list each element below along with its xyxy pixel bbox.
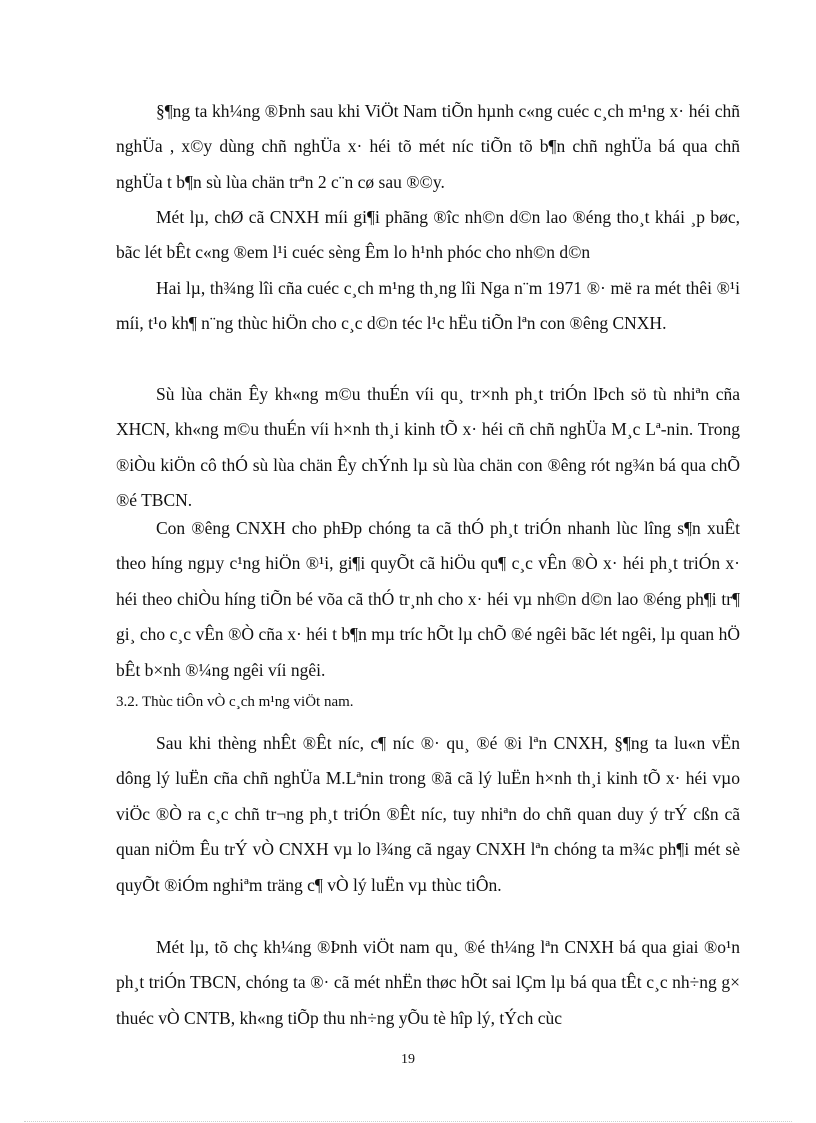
body-paragraph: Mét lµ, chØ cã CNXH míi gi¶i phãng ®îc nh©n d©n lao ®éng tho¸t khái ¸p bøc, bãc lét bÊt c«ng ®em l¹i cuéc sèng Êm lo h¹nh phóc cho nh©n d©n (116, 207, 740, 263)
body-paragraph: Hai lµ, th¾ng lîi cña cuéc c¸ch m¹ng th¸ng lîi Nga n¨m 1971 ®· më ra mét thêi ®¹i míi, t¹o kh¶ n¨ng thùc hiÖn cho c¸c d©n téc l¹c hËu tiÕn lªn con ®êng CNXH. (116, 278, 740, 334)
body-paragraph: Sù lùa chän Êy kh«ng m©u thuÉn víi qu¸ tr×nh ph¸t triÓn lÞch sö tù nhiªn cña XHCN, kh«ng m©u thuÉn víi h×nh th¸i kinh tÕ x· héi cñ chñ nghÜa M¸c Lª-nin. Trong ®iÒu kiÖn cô thÓ sù lùa chän Êy chÝnh lµ sù lùa chän con ®êng rót ng¾n bá qua chÕ ®é TBCN. (116, 384, 740, 511)
page-number: 19 (401, 1052, 415, 1067)
section-heading: 3.2. Thùc tiÔn vÒ c¸ch m¹ng viÖt nam. (116, 694, 354, 710)
page-bottom-divider (24, 1121, 792, 1122)
body-paragraph: Con ®êng CNXH cho phÐp chóng ta cã thÓ ph¸t triÓn nhanh lùc lîng s¶n xuÊt theo híng ngµy c¹ng hiÖn ®¹i, gi¶i quyÕt cã hiÖu qu¶ c¸c vÊn ®Ò x· héi ph¸t triÓn x· héi theo chiÒu híng tiÕn bé võa cã thÓ tr¸nh cho x· héi vµ nh©n d©n lao ®éng ph¶i tr¶ gi¸ cho c¸c vÊn ®Ò cña x· héi t b¶n mµ tríc hÕt lµ chÕ ®é ngêi bãc lét ngêi, lµ quan hÖ bÊt b×nh ®¼ng ngêi víi ngêi. (116, 518, 740, 680)
body-paragraph: §¶ng ta kh¼ng ®Þnh sau khi ViÖt Nam tiÕn hµnh c«ng cuéc c¸ch m¹ng x· héi chñ nghÜa , x©y dùng chñ nghÜa x· héi tõ mét níc tiÕn tõ b¶n chñ nghÜa bá qua chñ nghÜa t b¶n sù lùa chän trªn 2 c¨n cø sau ®©y. (116, 101, 740, 192)
body-paragraph: Mét lµ, tõ chç kh¼ng ®Þnh viÖt nam qu¸ ®é th¼ng lªn CNXH bá qua giai ®o¹n ph¸t triÓn TBCN, chóng ta ®· cã mét nhËn thøc hÕt sai lÇm lµ bá qua tÊt c¸c nh÷ng g× thuéc vÒ CNTB, kh«ng tiÕp thu nh÷ng yÕu tè hîp lý, tÝch cùc (116, 937, 740, 1028)
body-paragraph: Sau khi thèng nhÊt ®Êt níc, c¶ níc ®· qu¸ ®é ®i lªn CNXH, §¶ng ta lu«n vËn dông lý luËn cña chñ nghÜa M.Lªnin trong ®ã cã lý luËn h×nh th¸i kinh tÕ x· héi vµo viÖc ®Ò ra c¸c chñ tr¬ng ph¸t triÓn ®Êt níc, tuy nhiªn do chñ quan duy ý trÝ cßn cã quan niÖm Êu trÝ vÒ CNXH vµ lo l¾ng cã ngay CNXH lªn chóng ta m¾c ph¶i mét sè quyÕt ®iÓm nghiªm träng c¶ vÒ lý luËn vµ thùc tiÔn. (116, 733, 740, 895)
